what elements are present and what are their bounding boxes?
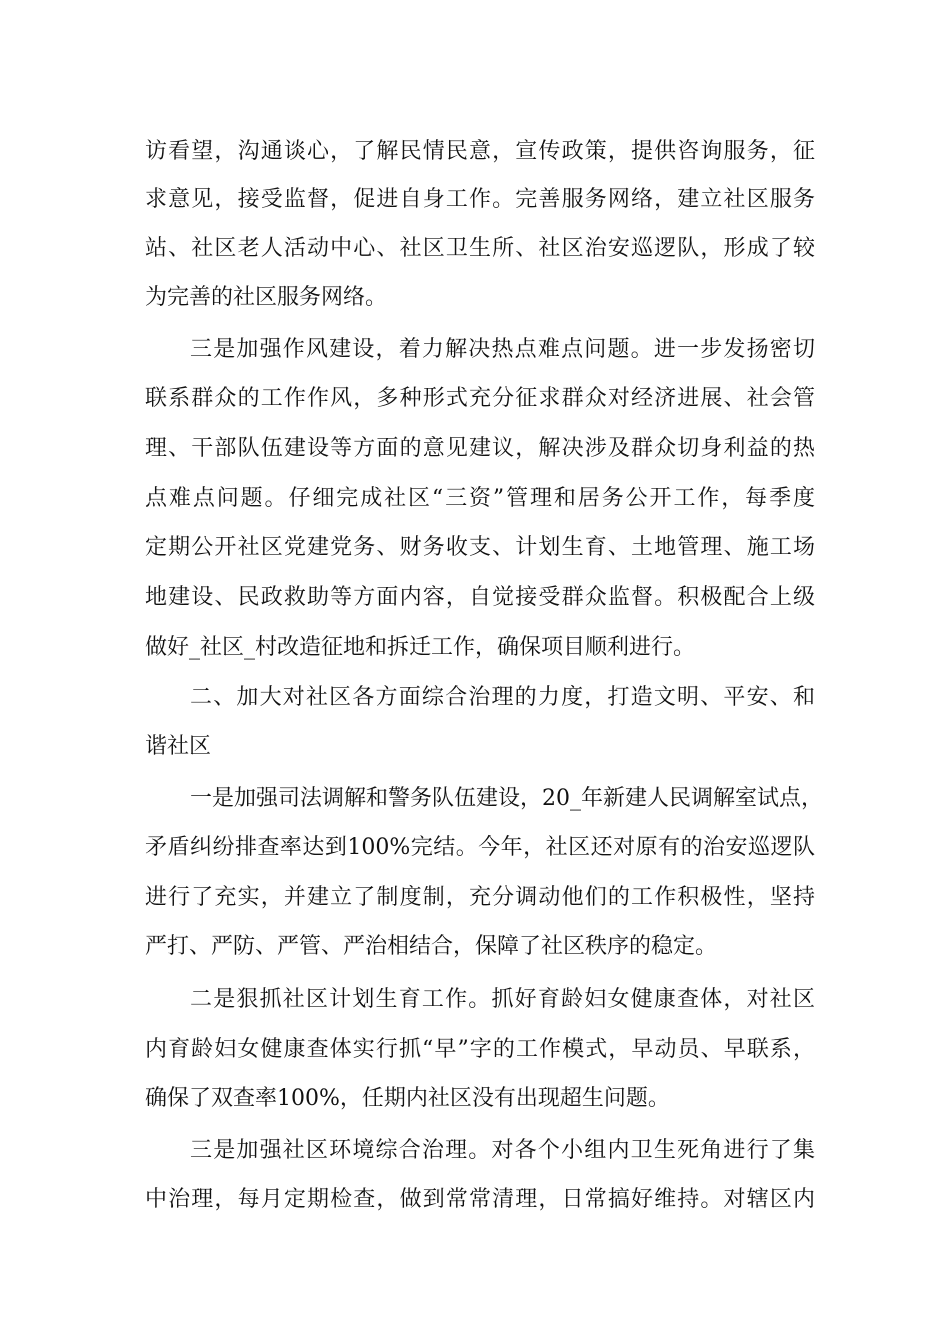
text-line: 访看望，沟通谈心，了解民情民意，宣传政策，提供咨询服务，征 bbox=[145, 139, 815, 164]
section-heading-line: 二、加大对社区各方面综合治理的力度，打造文明、平安、和 bbox=[190, 685, 815, 710]
text-line: 严打、严防、严管、严治相结合，保障了社区秩序的稳定。 bbox=[145, 934, 718, 959]
text-line: 站、社区老人活动中心、社区卫生所、社区治安巡逻队，形成了较 bbox=[145, 236, 815, 261]
paragraph-first-line: 三是加强作风建设，着力解决热点难点问题。进一步发扬密切 bbox=[190, 337, 815, 362]
text-line: 点难点问题。仔细完成社区“三资”管理和居务公开工作，每季度 bbox=[145, 486, 815, 511]
paragraph-first-line: 三是加强社区环境综合治理。对各个小组内卫生死角进行了集 bbox=[190, 1138, 815, 1163]
text-line: 定期公开社区党建党务、财务收支、计划生育、土地管理、施工场 bbox=[145, 535, 815, 560]
text-line: 中治理，每月定期检查，做到常常清理，日常搞好维持。对辖区内 bbox=[145, 1187, 815, 1212]
text-line: 联系群众的工作作风，多种形式充分征求群众对经济进展、社会管 bbox=[145, 386, 815, 411]
text-line: 为完善的社区服务网络。 bbox=[145, 285, 388, 310]
text-line: 求意见，接受监督，促进自身工作。完善服务网络，建立社区服务 bbox=[145, 187, 815, 212]
text-line: 进行了充实，并建立了制度制，充分调动他们的工作积极性，坚持 bbox=[145, 885, 815, 910]
text-line: 矛盾纠纷排查率达到100%完结。今年，社区还对原有的治安巡逻队 bbox=[145, 835, 815, 860]
paragraph-first-line: 一是加强司法调解和警务队伍建设，20_年新建人民调解室试点， bbox=[190, 786, 823, 811]
text-line: 确保了双查率100%，任期内社区没有出现超生问题。 bbox=[145, 1086, 670, 1111]
text-line: 做好_社区_村改造征地和拆迁工作，确保项目顺利进行。 bbox=[145, 635, 696, 660]
text-line: 内育龄妇女健康查体实行抓“早”字的工作模式，早动员、早联系， bbox=[145, 1037, 815, 1062]
paragraph-first-line: 二是狠抓社区计划生育工作。抓好育龄妇女健康查体，对社区 bbox=[190, 987, 815, 1012]
text-line: 理、干部队伍建设等方面的意见建议，解决涉及群众切身利益的热 bbox=[145, 436, 815, 461]
text-line: 地建设、民政救助等方面内容，自觉接受群众监督。积极配合上级 bbox=[145, 585, 815, 610]
section-heading-line: 谐社区 bbox=[145, 734, 212, 759]
